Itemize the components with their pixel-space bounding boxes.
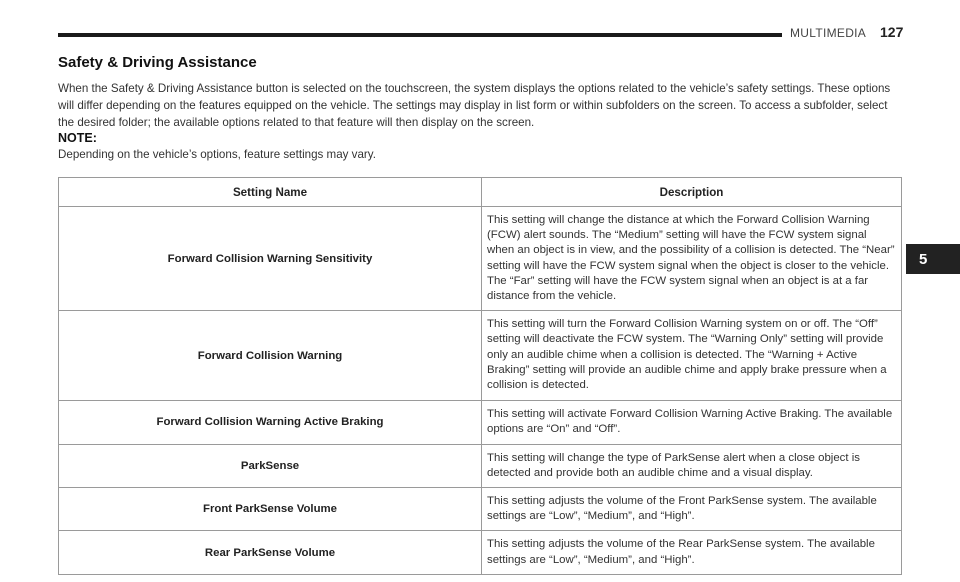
table-row [59,401,902,444]
setting-description: This setting will turn the Forward Collision Warning system on or off. The “Off” setting will deactivate the FCW system. The “Warning Only” setting will provide only an audible chime when a collision is detected. The “Warning + Active Braking” setting will provide an audible chime and apply brake pressure when a collision is detected. [482,311,902,401]
table-row [59,531,902,574]
table-row [59,207,902,311]
setting-name: Forward Collision Warning [59,311,482,401]
table-row [59,444,902,487]
section-title: Safety & Driving Assistance [58,54,257,71]
setting-name: Front ParkSense Volume [59,488,482,531]
table-row [59,311,902,401]
setting-name: ParkSense [59,444,482,487]
chapter-tab: 5 [906,244,960,274]
setting-description: This setting will change the distance at which the Forward Collision Warning (FCW) alert sounds. The “Medium” setting will have the FCW system signal when an object is in view, and the possibility of a collision is detected. The “Near” setting will have the FCW system signal when the object is closer to the vehicle. The “Far” setting will have the FCW system signal when an object is at a far distance from the vehicle. [482,207,902,311]
table-row [59,488,902,531]
column-header-description: Description [482,178,902,207]
intro-paragraph: When the Safety & Driving Assistance button is selected on the touchscreen, the system displays the options related to the vehicle’s safety settings. These options will differ depending on the features equipped on the vehicle. The settings may display in list form or within subfolders on the screen. To access a subfolder, select the desired folder; the available options related to that feature will then display on the screen. [58,82,891,129]
setting-description: This setting adjusts the volume of the Front ParkSense system. The available settings are “Low”, “Medium”, and “High”. [482,488,902,531]
settings-table [58,177,902,575]
setting-name: Forward Collision Warning Sensitivity [59,207,482,311]
page-number: 127 [880,24,904,40]
setting-name: Forward Collision Warning Active Braking [59,401,482,444]
setting-description: This setting will activate Forward Collision Warning Active Braking. The available options are “On” and “Off”. [482,401,902,444]
column-header-setting-name: Setting Name [59,178,482,207]
setting-name: Rear ParkSense Volume [59,531,482,574]
header-rule [58,33,782,37]
note-text: Depending on the vehicle’s options, feature settings may vary. [58,148,376,161]
setting-description: This setting will change the type of ParkSense alert when a close object is detected and provide both an audible chime and a visual display. [482,444,902,487]
note-label: NOTE: [58,131,97,145]
setting-description: This setting adjusts the volume of the Rear ParkSense system. The available settings are “Low”, “Medium”, and “High”. [482,531,902,574]
table-header-row [59,178,902,207]
header-section-title: MULTIMEDIA [790,26,867,40]
